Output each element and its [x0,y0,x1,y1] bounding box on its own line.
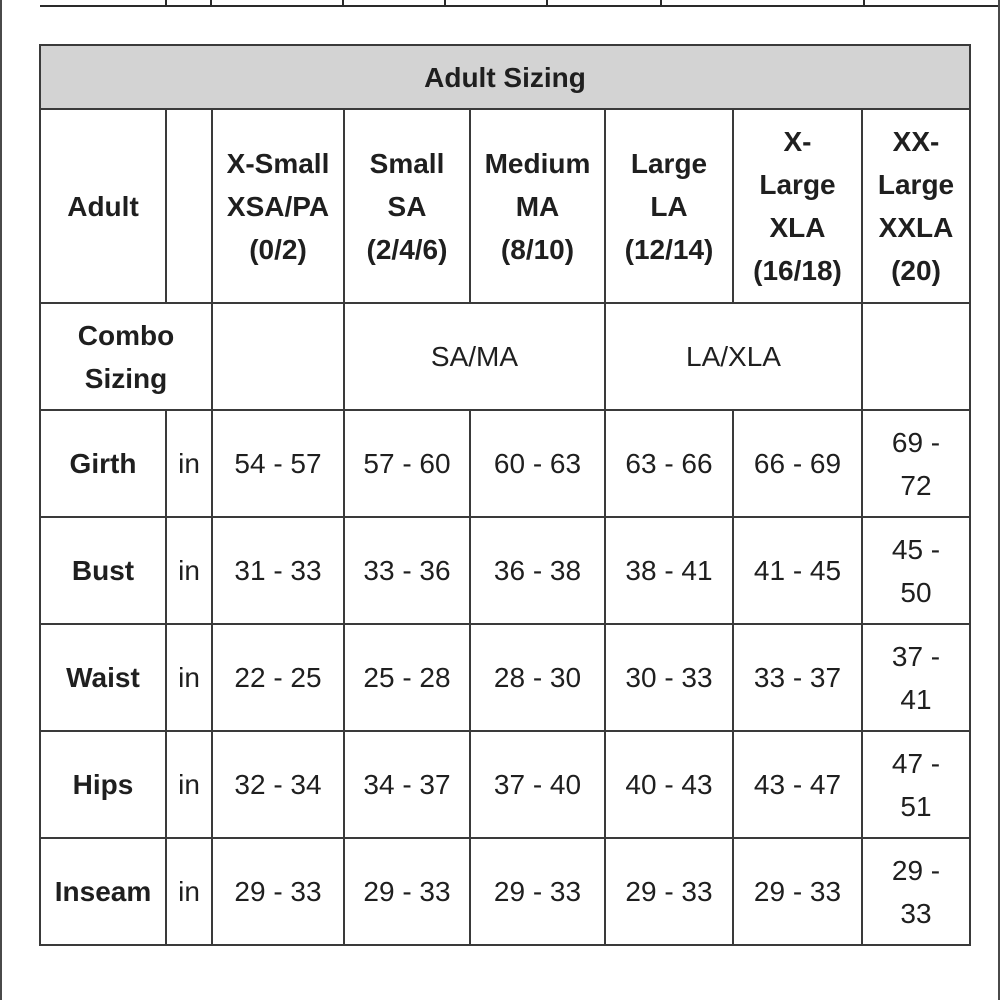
size-header-xlarge: X- Large XLA (16/18) [733,109,862,303]
value-cell: 36 - 38 [470,517,605,624]
size-header-xsmall: X-Small XSA/PA (0/2) [212,109,344,303]
value-cell: 22 - 25 [212,624,344,731]
row-label: Girth [40,410,166,517]
value-cell: 63 - 66 [605,410,733,517]
row-header-adult: Adult [40,109,166,303]
value-cell: 41 - 45 [733,517,862,624]
value-cell: 29 - 33 [212,838,344,945]
value-cell: 54 - 57 [212,410,344,517]
value-cell: 31 - 33 [212,517,344,624]
size-header-xxlarge: XX- Large XXLA (20) [862,109,970,303]
table-row-bust [40,517,970,624]
combo-group-sa-ma: SA/MA [344,303,605,410]
value-cell: 60 - 63 [470,410,605,517]
row-label: Hips [40,731,166,838]
combo-sizing-row [40,303,970,410]
table-row-girth [40,410,970,517]
column-divider [863,0,865,5]
size-header-small: Small SA (2/4/6) [344,109,470,303]
row-label: Waist [40,624,166,731]
value-cell: 38 - 41 [605,517,733,624]
table-row-waist [40,624,970,731]
unit-cell: in [166,410,212,517]
unit-header [166,109,212,303]
value-cell: 29 - 33 [344,838,470,945]
row-label: Bust [40,517,166,624]
value-cell: 69 - 72 [862,410,970,517]
value-cell: 33 - 37 [733,624,862,731]
column-divider [546,0,548,5]
value-cell: 33 - 36 [344,517,470,624]
unit-cell: in [166,517,212,624]
table-row-hips [40,731,970,838]
value-cell: 37 - 40 [470,731,605,838]
table-row-inseam [40,838,970,945]
unit-cell: in [166,838,212,945]
column-divider [444,0,446,5]
value-cell: 29 - 33 [733,838,862,945]
previous-table-edge [40,0,998,7]
value-cell: 28 - 30 [470,624,605,731]
combo-sizing-label: Combo Sizing [40,303,212,410]
column-divider [165,0,167,5]
value-cell: 25 - 28 [344,624,470,731]
value-cell: 29 - 33 [862,838,970,945]
table-title: Adult Sizing [40,45,970,109]
value-cell: 29 - 33 [605,838,733,945]
size-header-row [40,109,970,303]
value-cell: 32 - 34 [212,731,344,838]
combo-group-la-xla: LA/XLA [605,303,862,410]
value-cell: 29 - 33 [470,838,605,945]
value-cell: 34 - 37 [344,731,470,838]
column-divider [210,0,212,5]
combo-cell-empty [212,303,344,410]
value-cell: 40 - 43 [605,731,733,838]
size-header-large: Large LA (12/14) [605,109,733,303]
unit-cell: in [166,624,212,731]
column-divider [660,0,662,5]
combo-cell-empty [862,303,970,410]
value-cell: 66 - 69 [733,410,862,517]
value-cell: 37 - 41 [862,624,970,731]
size-header-medium: Medium MA (8/10) [470,109,605,303]
value-cell: 43 - 47 [733,731,862,838]
row-label: Inseam [40,838,166,945]
value-cell: 30 - 33 [605,624,733,731]
unit-cell: in [166,731,212,838]
value-cell: 45 - 50 [862,517,970,624]
value-cell: 57 - 60 [344,410,470,517]
column-divider [342,0,344,5]
value-cell: 47 - 51 [862,731,970,838]
adult-sizing-table [39,44,971,946]
